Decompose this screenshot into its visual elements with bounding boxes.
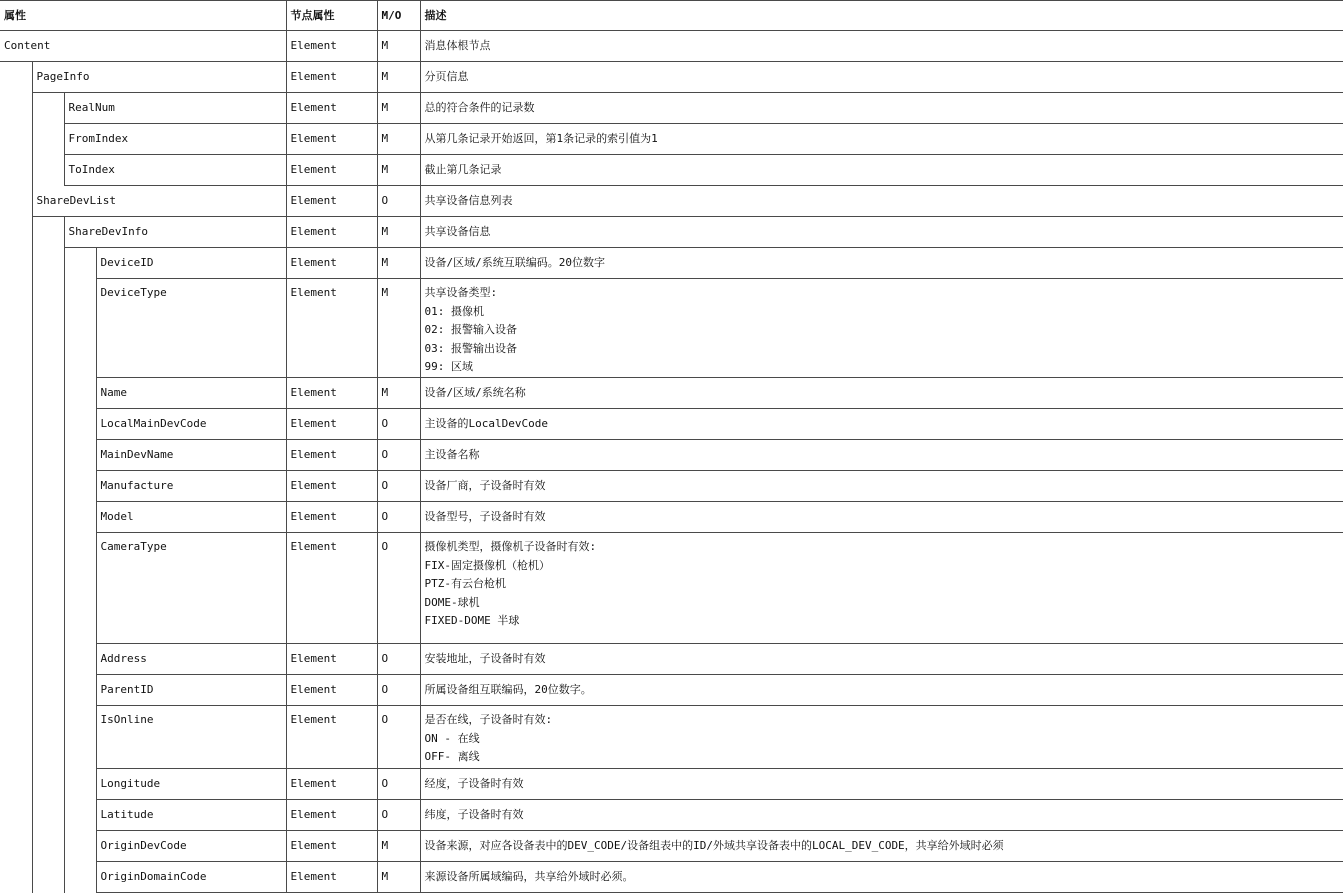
attribute-name-cell: OriginDevCode	[96, 831, 286, 862]
indent-spacer	[0, 800, 32, 831]
node-type-cell: Element	[286, 502, 377, 533]
table-row	[0, 248, 1343, 279]
description-line: OFF- 离线	[424, 750, 480, 763]
header-description: 描述	[420, 1, 1343, 31]
description-line: 共享设备类型:	[424, 286, 498, 299]
description-line: 总的符合条件的记录数	[424, 100, 535, 114]
description-line: 设备/区域/系统互联编码。20位数字	[424, 255, 605, 269]
attribute-name-cell: Name	[96, 378, 286, 409]
indent-spacer	[32, 800, 64, 831]
indent-spacer	[64, 706, 96, 769]
mo-cell: O	[377, 706, 420, 769]
table-row	[0, 502, 1343, 533]
indent-spacer	[32, 93, 64, 124]
description-cell	[420, 248, 1343, 279]
node-type-cell: Element	[286, 440, 377, 471]
indent-spacer	[32, 378, 64, 409]
description-cell	[420, 471, 1343, 502]
node-type-cell: Element	[286, 831, 377, 862]
description-line: 共享设备信息	[424, 224, 491, 238]
indent-spacer	[64, 471, 96, 502]
description-line: 摄像机类型，摄像机子设备时有效:	[424, 540, 597, 553]
indent-spacer	[0, 409, 32, 440]
attribute-name-cell: Content	[0, 31, 286, 62]
mo-cell: O	[377, 440, 420, 471]
attribute-name-cell: OriginDomainCode	[96, 862, 286, 893]
mo-cell: M	[377, 124, 420, 155]
table-row	[0, 62, 1343, 93]
indent-spacer	[64, 440, 96, 471]
mo-cell: M	[377, 862, 420, 893]
indent-spacer	[32, 471, 64, 502]
mo-cell: O	[377, 800, 420, 831]
indent-spacer	[32, 831, 64, 862]
indent-spacer	[64, 502, 96, 533]
node-type-cell: Element	[286, 769, 377, 800]
table-row	[0, 409, 1343, 440]
mo-cell: M	[377, 62, 420, 93]
description-line: 01: 摄像机	[424, 304, 484, 318]
indent-spacer	[32, 675, 64, 706]
node-type-cell: Element	[286, 533, 377, 644]
mo-cell: M	[377, 31, 420, 62]
description-line: 从第几条记录开始返回，第1条记录的索引值为1	[424, 131, 658, 145]
description-cell	[420, 831, 1343, 862]
indent-spacer	[0, 93, 32, 124]
attribute-name-cell: MainDevName	[96, 440, 286, 471]
indent-spacer	[0, 769, 32, 800]
indent-spacer	[32, 279, 64, 378]
mo-cell: M	[377, 248, 420, 279]
node-type-cell: Element	[286, 862, 377, 893]
node-type-cell: Element	[286, 31, 377, 62]
indent-spacer	[32, 124, 64, 155]
table-row	[0, 769, 1343, 800]
attribute-name-cell: ParentID	[96, 675, 286, 706]
mo-cell: M	[377, 831, 420, 862]
indent-spacer	[64, 409, 96, 440]
table-row	[0, 800, 1343, 831]
description-cell	[420, 186, 1343, 217]
attribute-name-cell: LocalMainDevCode	[96, 409, 286, 440]
description-cell	[420, 155, 1343, 186]
mo-cell: O	[377, 675, 420, 706]
indent-spacer	[0, 279, 32, 378]
indent-spacer	[64, 675, 96, 706]
mo-cell: O	[377, 409, 420, 440]
indent-spacer	[0, 378, 32, 409]
node-type-cell: Element	[286, 675, 377, 706]
description-cell	[420, 706, 1343, 769]
table-row	[0, 440, 1343, 471]
attribute-name-cell: ShareDevInfo	[64, 217, 286, 248]
description-line: PTZ-有云台枪机	[424, 577, 506, 590]
indent-spacer	[32, 706, 64, 769]
node-type-cell: Element	[286, 62, 377, 93]
table-row	[0, 533, 1343, 644]
header-mo: M/O	[377, 1, 420, 31]
attribute-name-cell: ShareDevList	[32, 186, 286, 217]
description-cell	[420, 378, 1343, 409]
mo-cell: O	[377, 502, 420, 533]
mo-cell: M	[377, 279, 420, 378]
indent-spacer	[32, 644, 64, 675]
description-line: FIX-固定摄像机（枪机）	[424, 558, 550, 572]
indent-spacer	[0, 124, 32, 155]
mo-cell: O	[377, 769, 420, 800]
description-line: DOME-球机	[424, 595, 480, 609]
description-cell	[420, 862, 1343, 893]
description-line: 03: 报警输出设备	[424, 341, 517, 355]
description-line: 设备厂商，子设备时有效	[424, 478, 546, 492]
indent-spacer	[0, 471, 32, 502]
description-line: 设备来源，对应各设备表中的DEV_CODE/设备组表中的ID/外域共享设备表中的LOCAL_DEV_CODE，共享给外域时必须	[424, 838, 1004, 852]
indent-spacer	[32, 533, 64, 644]
description-line: 所属设备组互联编码，20位数字。	[424, 682, 592, 696]
indent-spacer	[0, 675, 32, 706]
indent-spacer	[32, 217, 64, 248]
description-cell	[420, 31, 1343, 62]
table-row	[0, 31, 1343, 62]
description-line: 99: 区域	[424, 360, 473, 373]
node-type-cell: Element	[286, 93, 377, 124]
node-type-cell: Element	[286, 378, 377, 409]
description-cell	[420, 93, 1343, 124]
indent-spacer	[0, 217, 32, 248]
node-type-cell: Element	[286, 217, 377, 248]
mo-cell: O	[377, 186, 420, 217]
mo-cell: O	[377, 644, 420, 675]
indent-spacer	[0, 186, 32, 217]
table-row	[0, 644, 1343, 675]
description-line: 消息体根节点	[424, 38, 491, 52]
description-cell	[420, 62, 1343, 93]
indent-spacer	[64, 248, 96, 279]
description-line: 共享设备信息列表	[424, 193, 513, 207]
indent-spacer	[32, 862, 64, 893]
indent-spacer	[32, 409, 64, 440]
description-cell	[420, 675, 1343, 706]
indent-spacer	[32, 502, 64, 533]
description-line: 纬度，子设备时有效	[424, 807, 524, 821]
description-cell	[420, 409, 1343, 440]
indent-spacer	[32, 769, 64, 800]
node-type-cell: Element	[286, 409, 377, 440]
mo-cell: M	[377, 378, 420, 409]
indent-spacer	[64, 279, 96, 378]
description-line: 截止第几条记录	[424, 162, 502, 176]
description-cell	[420, 644, 1343, 675]
node-type-cell: Element	[286, 124, 377, 155]
node-type-cell: Element	[286, 155, 377, 186]
description-line: 设备型号，子设备时有效	[424, 509, 546, 523]
description-line: 来源设备所属域编码，共享给外域时必须。	[424, 869, 634, 883]
node-type-cell: Element	[286, 800, 377, 831]
indent-spacer	[64, 533, 96, 644]
attribute-name-cell: Model	[96, 502, 286, 533]
indent-spacer	[0, 862, 32, 893]
indent-spacer	[0, 644, 32, 675]
indent-spacer	[0, 706, 32, 769]
indent-spacer	[0, 440, 32, 471]
description-cell	[420, 217, 1343, 248]
mo-cell: O	[377, 533, 420, 644]
table-row	[0, 155, 1343, 186]
description-cell	[420, 124, 1343, 155]
table-row	[0, 93, 1343, 124]
attribute-name-cell: IsOnline	[96, 706, 286, 769]
table-row	[0, 186, 1343, 217]
indent-spacer	[64, 800, 96, 831]
description-line: 分页信息	[424, 69, 469, 83]
indent-spacer	[0, 155, 32, 186]
indent-spacer	[0, 248, 32, 279]
table-header-row	[0, 1, 1343, 31]
attribute-name-cell: Address	[96, 644, 286, 675]
mo-cell: M	[377, 217, 420, 248]
indent-spacer	[0, 831, 32, 862]
table-row	[0, 831, 1343, 862]
attribute-name-cell: Manufacture	[96, 471, 286, 502]
description-line: 02: 报警输入设备	[424, 323, 517, 336]
table-row	[0, 675, 1343, 706]
attribute-name-cell: CameraType	[96, 533, 286, 644]
node-type-cell: Element	[286, 186, 377, 217]
table-row	[0, 124, 1343, 155]
indent-spacer	[32, 155, 64, 186]
mo-cell: M	[377, 155, 420, 186]
indent-spacer	[0, 62, 32, 93]
attribute-name-cell: DeviceType	[96, 279, 286, 378]
indent-spacer	[64, 644, 96, 675]
indent-spacer	[64, 769, 96, 800]
description-line: 经度，子设备时有效	[424, 776, 524, 790]
description-line: ON - 在线	[424, 731, 480, 745]
mo-cell: O	[377, 471, 420, 502]
attribute-name-cell: ToIndex	[64, 155, 286, 186]
attribute-name-cell: Longitude	[96, 769, 286, 800]
indent-spacer	[32, 248, 64, 279]
node-type-cell: Element	[286, 644, 377, 675]
table-row	[0, 862, 1343, 893]
indent-spacer	[64, 378, 96, 409]
indent-spacer	[0, 502, 32, 533]
mo-cell: M	[377, 93, 420, 124]
description-line: 是否在线，子设备时有效:	[424, 713, 553, 726]
description-cell	[420, 800, 1343, 831]
description-cell	[420, 279, 1343, 378]
description-line: 安装地址，子设备时有效	[424, 651, 546, 665]
node-type-cell: Element	[286, 706, 377, 769]
table-row	[0, 217, 1343, 248]
description-line: 设备/区域/系统名称	[424, 385, 526, 399]
header-attribute: 属性	[0, 1, 286, 31]
attribute-name-cell: RealNum	[64, 93, 286, 124]
description-line: 主设备的LocalDevCode	[424, 416, 548, 430]
header-node-attribute: 节点属性	[286, 1, 377, 31]
description-cell	[420, 502, 1343, 533]
description-cell	[420, 533, 1343, 644]
attribute-name-cell: Latitude	[96, 800, 286, 831]
node-type-cell: Element	[286, 471, 377, 502]
table-row	[0, 706, 1343, 769]
description-line: 主设备名称	[424, 447, 480, 461]
table-row	[0, 279, 1343, 378]
table-row	[0, 471, 1343, 502]
description-cell	[420, 440, 1343, 471]
table-row	[0, 378, 1343, 409]
description-cell	[420, 769, 1343, 800]
indent-spacer	[0, 533, 32, 644]
node-type-cell: Element	[286, 279, 377, 378]
attribute-name-cell: FromIndex	[64, 124, 286, 155]
indent-spacer	[64, 862, 96, 893]
attribute-name-cell: DeviceID	[96, 248, 286, 279]
description-line: FIXED-DOME 半球	[424, 614, 520, 627]
indent-spacer	[32, 440, 64, 471]
node-type-cell: Element	[286, 248, 377, 279]
indent-spacer	[64, 831, 96, 862]
attribute-name-cell: PageInfo	[32, 62, 286, 93]
